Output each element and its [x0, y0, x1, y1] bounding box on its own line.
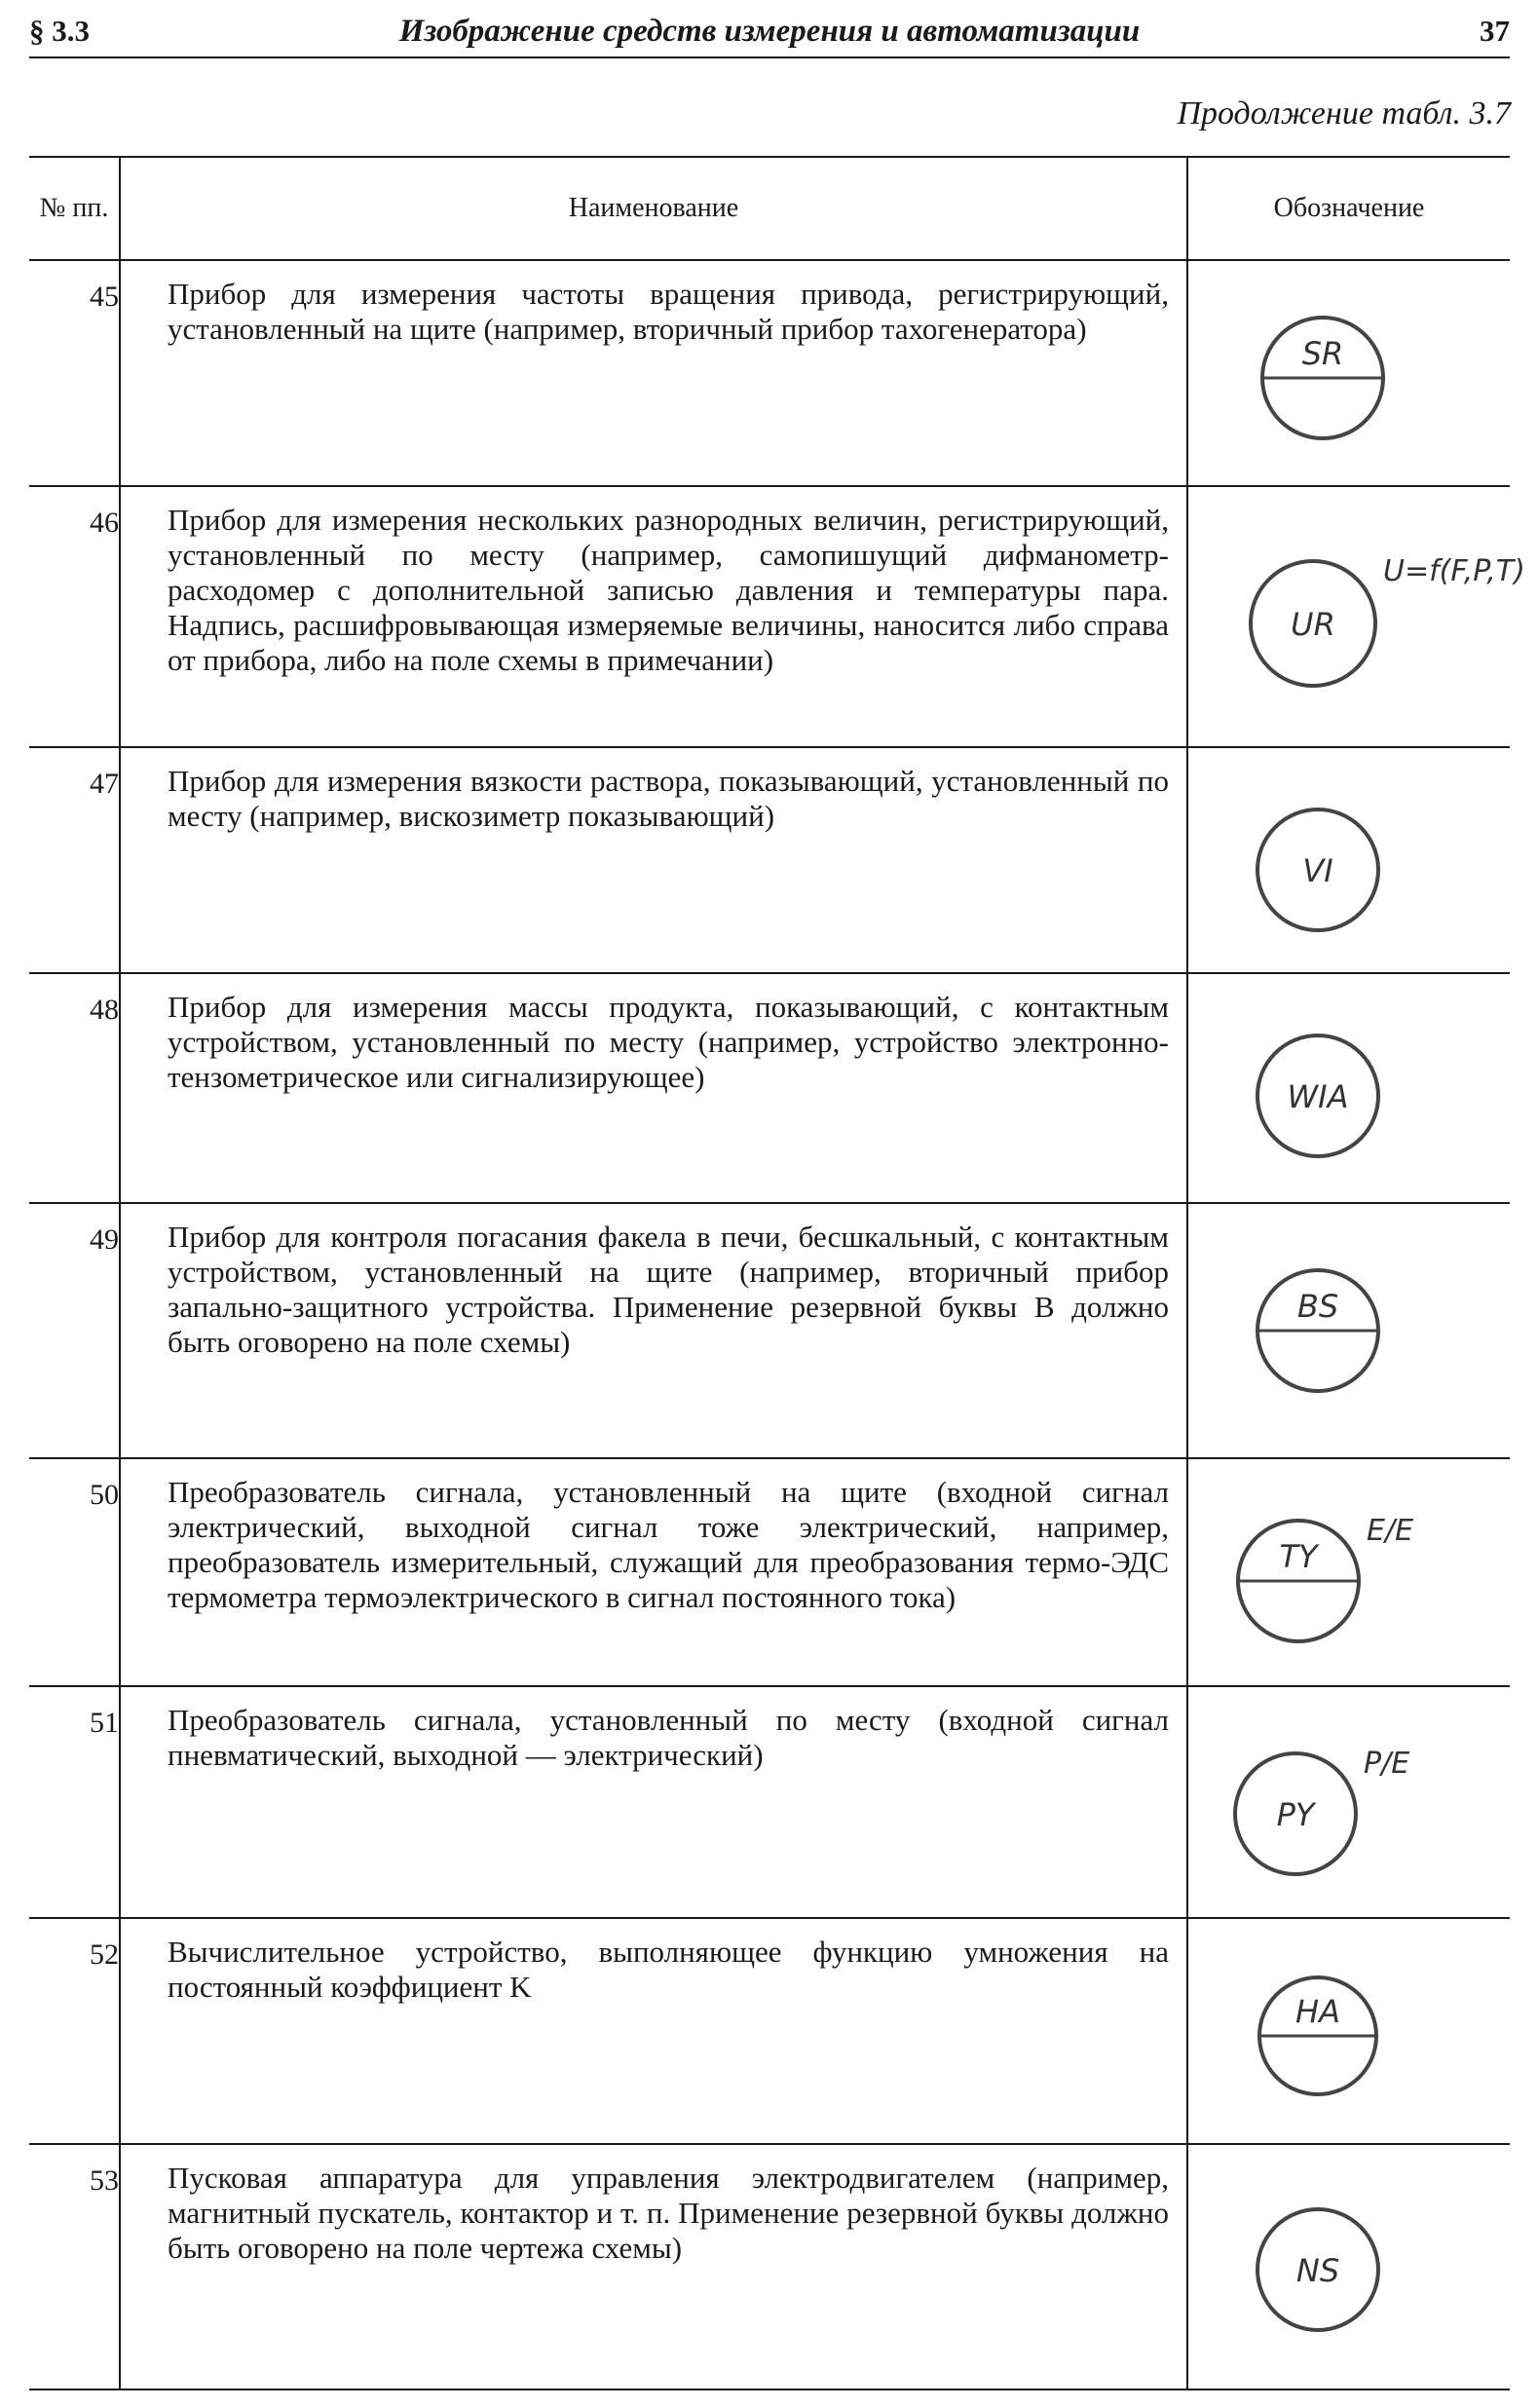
instrument-symbol — [1186, 1687, 1508, 1919]
table-row — [29, 1919, 1510, 2145]
header-rule — [29, 56, 1510, 58]
row-description: Прибор для измерения частоты вращения привода, регистрирующий, установленный на щите (например, вторичный прибор тахогенератора) — [168, 277, 1169, 346]
symbol-cell — [1186, 1919, 1510, 2145]
symbol-annotation: P/E — [1364, 1747, 1410, 1781]
page-title: Изображение средств измерения и автоматизации — [398, 14, 1141, 49]
table-continuation-label: Продолжение табл. 3.7 — [1177, 95, 1511, 132]
instrument-symbol — [1186, 2145, 1508, 2387]
column-header-name: Наименование — [568, 193, 739, 223]
table-row — [29, 261, 1510, 487]
symbol-cell — [1186, 974, 1510, 1204]
table-row — [29, 487, 1525, 748]
row-number: 52 — [90, 1938, 119, 1971]
row-description: Прибор для контроля погасания факела в печи, бесшкальный, с контактным устройством, установленный на щите (например, вторичный прибор запально-защитного устройства. Применение резервной буквы B должно быть оговорено на поле схемы) — [168, 1220, 1169, 1359]
page-header — [29, 6, 1510, 56]
symbol-cell — [1186, 487, 1525, 748]
row-number: 51 — [90, 1707, 119, 1739]
table-row — [29, 974, 1510, 1204]
symbol-cell — [1186, 2145, 1510, 2387]
column-header-number: № пп. — [39, 193, 109, 223]
symbol-annotation: U=f(F,P,T) — [1383, 554, 1525, 588]
symbol-cell — [1186, 748, 1510, 974]
symbol-cell — [1186, 261, 1510, 487]
row-description: Вычислительное устройство, выполняющее функцию умножения на постоянный коэффициент K — [168, 1935, 1169, 2004]
page-number: 37 — [1480, 14, 1510, 48]
instrument-table — [29, 156, 1525, 2390]
row-number: 46 — [90, 507, 119, 539]
row-description: Преобразователь сигнала, установленный по месту (входной сигнал пневматический, выходной — электрический) — [168, 1703, 1169, 1772]
symbol-letters: NS — [1295, 2252, 1340, 2289]
symbol-letters: BS — [1296, 1288, 1339, 1325]
row-description: Преобразователь сигнала, установленный на щите (входной сигнал электрический, выходной сигнал тоже электрический, например, преобразователь измерительный, служащий для преобразования термо-ЭДС термометра термоэлектрического в сигнал постоянного тока) — [168, 1475, 1169, 1614]
table-row — [29, 748, 1510, 974]
symbol-letters: HA — [1295, 1993, 1340, 2030]
table-row — [29, 1459, 1510, 1687]
row-description: Прибор для измерения массы продукта, показывающий, с контактным устройством, установленный по месту (например, устройство электронно-тензометрическое или сигнализирующее) — [168, 990, 1169, 1094]
symbol-letters: PY — [1276, 1796, 1315, 1833]
table-row — [29, 1204, 1510, 1459]
symbol-letters: VI — [1302, 852, 1333, 889]
row-number: 53 — [90, 2164, 119, 2197]
instrument-symbol — [1186, 1204, 1508, 1459]
instrument-symbol — [1186, 974, 1508, 1204]
row-number: 49 — [90, 1223, 119, 1256]
instrument-symbol — [1186, 487, 1525, 748]
row-description: Пусковая аппаратура для управления электродвигателем (например, магнитный пускатель, контактор и т. п. Применение резервной буквы должно быть оговорено на поле чертежа схемы) — [168, 2161, 1169, 2265]
instrument-symbol — [1186, 261, 1508, 487]
row-number: 48 — [90, 994, 119, 1026]
symbol-letters: UR — [1291, 606, 1335, 643]
instrument-symbol — [1186, 748, 1508, 974]
symbol-annotation: E/E — [1367, 1514, 1414, 1548]
symbol-cell — [1186, 1459, 1510, 1687]
symbol-cell — [1186, 1687, 1510, 1919]
row-description: Прибор для измерения вязкости раствора, показывающий, установленный по месту (например, вискозиметр показывающий) — [168, 764, 1169, 833]
row-number: 45 — [90, 281, 119, 313]
column-header-symbol: Обозначение — [1273, 193, 1425, 223]
instrument-symbol — [1186, 1459, 1508, 1687]
symbol-cell — [1186, 1204, 1510, 1459]
table-row — [29, 2145, 1510, 2387]
symbol-letters: TY — [1279, 1538, 1318, 1575]
row-number: 50 — [90, 1479, 119, 1511]
table-row — [29, 1687, 1510, 1919]
row-number: 47 — [90, 768, 119, 800]
row-description: Прибор для измерения нескольких разнородных величин, регистрирующий, установленный по месту (например, самопишущий дифманометр-расходомер с дополнительной записью давления и температуры пара. Надпись, расшифровывающая измеряемые величины, наносится либо справа от прибора, либо на поле схемы в примечании) — [168, 503, 1169, 677]
symbol-letters: SR — [1301, 335, 1344, 372]
instrument-symbol — [1186, 1919, 1508, 2145]
symbol-letters: WIA — [1287, 1078, 1349, 1115]
section-number: § 3.3 — [29, 14, 90, 48]
